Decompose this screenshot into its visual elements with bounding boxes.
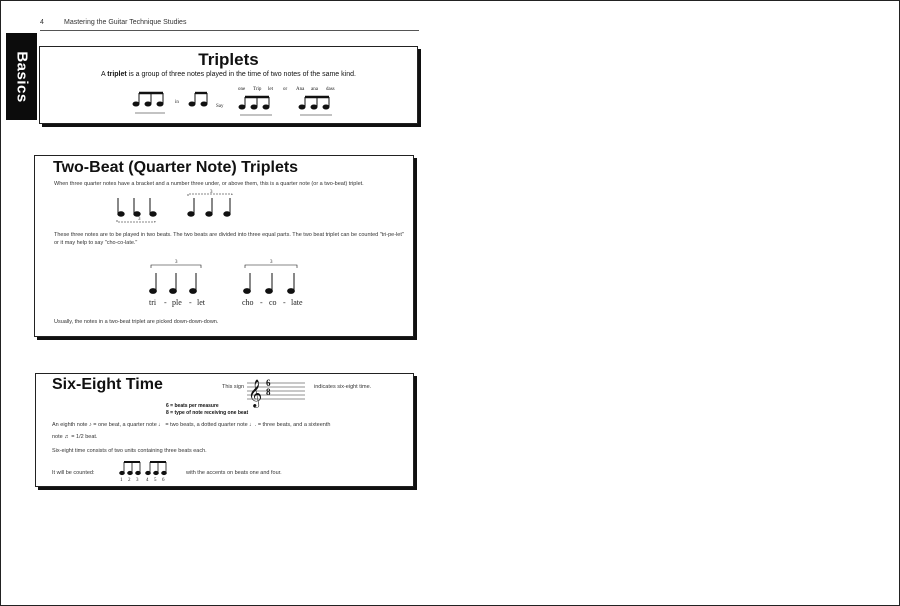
quarter-note-triplets-section	[34, 155, 414, 337]
running-head	[40, 16, 419, 31]
quarter-triplets-para2: These three notes are to be played in two beats. The two beats are divided into three equal parts. The two beat triplet can be counted "tri-pe-let" or it may help to say "cho-co-late."	[54, 232, 404, 246]
quarter-triplets-title: Two-Beat (Quarter Note) Triplets	[53, 159, 299, 176]
count-1: 1	[120, 478, 123, 483]
note-head	[133, 102, 139, 106]
note-value: 8 = type of note receiving one beat	[166, 410, 249, 416]
definition-prefix: A	[101, 71, 108, 78]
six-eight-title: Six-Eight Time	[52, 376, 163, 393]
syllable-cho: cho	[242, 298, 254, 307]
six-eight-section	[35, 373, 414, 487]
say-syllable-3: let	[268, 87, 273, 92]
syllable-dash: -	[189, 298, 192, 307]
count-6: 6	[162, 478, 165, 483]
count-3: 3	[136, 478, 139, 483]
syllable-dash: -	[283, 298, 286, 307]
syllable-late: late	[291, 298, 303, 307]
syllable-co: co	[269, 298, 277, 307]
syllable-tri: tri	[149, 298, 157, 307]
quarter-note-icon: ♩	[158, 422, 164, 428]
syllable-let: let	[197, 298, 205, 307]
counted-prefix: It will be counted:	[52, 470, 95, 476]
beats-per-measure: 6 = beats per measure	[166, 403, 219, 409]
counted-suffix: with the accents on beats one and four.	[186, 470, 282, 476]
definition-term: triplet	[107, 71, 127, 78]
or-word: or	[283, 87, 288, 92]
say-syllable-2: Trip	[253, 87, 262, 92]
triplets-section	[39, 46, 418, 124]
note-head	[157, 102, 163, 106]
counting-notation	[147, 260, 307, 296]
time-signature-staff	[247, 377, 307, 405]
page-number: 4	[40, 19, 44, 26]
triplets-definition	[40, 71, 417, 78]
equals-word: in	[175, 100, 179, 105]
dotted-quarter-icon: ♩.	[249, 422, 257, 428]
time-signature-top: 6	[266, 378, 271, 388]
triplet-example-notation	[130, 87, 370, 121]
side-tab-basics	[6, 33, 37, 120]
syllable-dash: -	[260, 298, 263, 307]
running-title: Mastering the Guitar Technique Studies	[64, 19, 187, 26]
eighth-note-icon: ♪	[89, 422, 92, 428]
say-word: Say	[216, 104, 224, 109]
count-5: 5	[154, 478, 157, 483]
time-signature-bottom: 8	[266, 387, 271, 397]
sign-prefix: This sign	[222, 384, 245, 390]
sixteenth-note-icon: ♬	[64, 434, 70, 440]
sign-suffix: indicates six-eight time.	[314, 384, 372, 390]
alt-syllable-3: dass	[326, 87, 335, 92]
count-4: 4	[146, 478, 149, 483]
quarter-triplets-para1: When three quarter notes have a bracket and a number three under, or above them, this is a quarter note (or a two-beat) triplet.	[54, 181, 364, 187]
bracket-number-above: 3	[210, 190, 213, 195]
treble-clef-icon: 𝄞	[248, 379, 263, 407]
count-bracket-number-2: 3	[270, 260, 273, 265]
definition-rest: is a group of three notes played in the time of two notes of the same kind.	[126, 71, 356, 78]
bracket-number-below: 3	[138, 217, 141, 222]
six-eight-units-line: Six-eight time consists of two units containing three beats each.	[52, 448, 207, 454]
alt-syllable-1: Ana	[296, 87, 305, 92]
note-head	[145, 102, 151, 106]
line1c: = two beats, a dotted quarter note	[165, 422, 248, 428]
quarter-triplets-footnote: Usually, the notes in a two-beat triplet are picked down-down-down.	[54, 319, 219, 325]
line1a: An eighth note	[52, 422, 88, 428]
eighth-notes-counting	[119, 458, 169, 478]
triplets-title: Triplets	[198, 50, 259, 69]
syllable-dash: -	[164, 298, 167, 307]
sixteenth-line	[52, 434, 97, 442]
count-2: 2	[128, 478, 131, 483]
line1d: = three beats, and a sixteenth	[257, 422, 331, 428]
side-tab-label: Basics	[13, 50, 30, 103]
line2a: note	[52, 434, 63, 440]
line1b: = one beat, a quarter note	[93, 422, 157, 428]
say-syllable-1: one	[238, 87, 246, 92]
note-values-line	[52, 422, 408, 430]
alt-syllable-2: ana	[311, 87, 318, 92]
quarter-triplet-notation	[115, 192, 245, 226]
count-bracket-number-1: 3	[175, 260, 178, 265]
line2b: = 1/2 beat.	[71, 434, 98, 440]
syllable-ple: ple	[172, 298, 182, 307]
